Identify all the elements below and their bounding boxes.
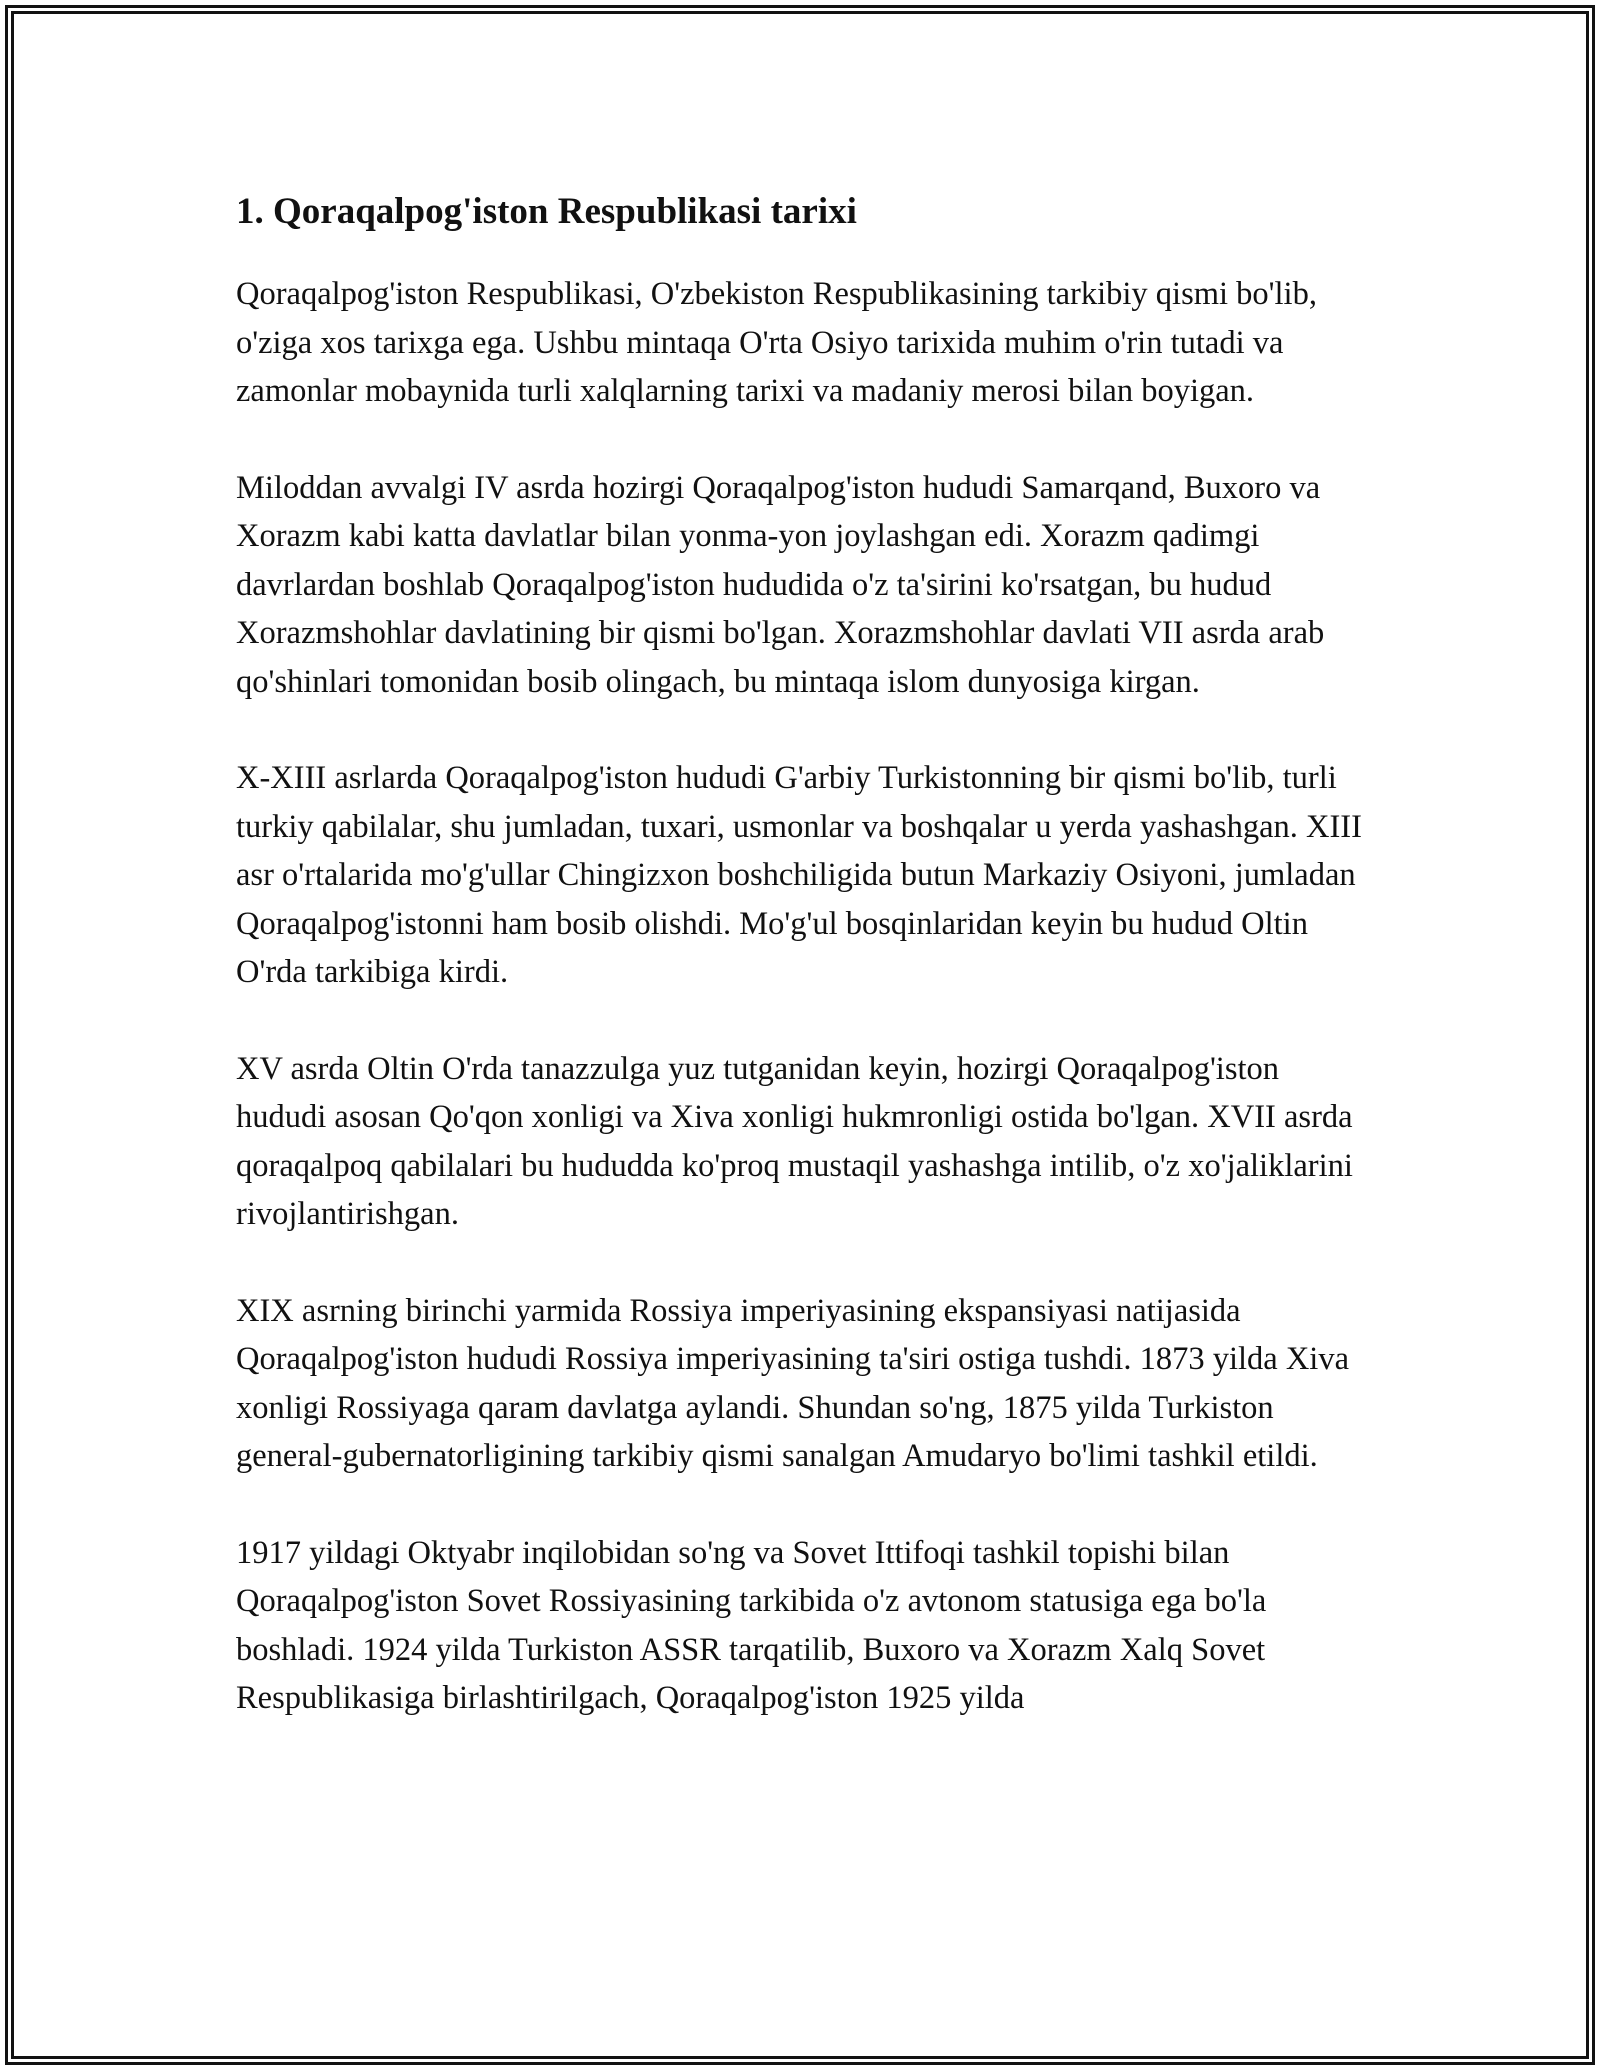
paragraph-introduction: Qoraqalpog'iston Respublikasi, O'zbekiston Respublikasining tarkibiy qismi bo'lib, o'ziga xos tarixga ega. Ushbu mintaqa O'rta Osiyo tarixida muhim o'rin tutadi va zamonlar mobaynida turli xalqlarning tarixi va madaniy merosi bilan boyigan. xyxy=(236,276,1317,409)
document-body xyxy=(236,188,1364,1771)
paragraph-russian-empire-period: XIX asrning birinchi yarmida Rossiya imperiyasining ekspansiyasi natijasida Qoraqalpog'iston hududi Rossiya imperiyasining ta'siri ostiga tushdi. 1873 yilda Xiva xonligi Rossiyaga qaram davlatga aylandi. Shundan so'ng, 1875 yilda Turkiston general-gubernatorligining tarkibiy qismi sanalgan Amudaryo bo'limi tashkil etildi. xyxy=(236,1292,1349,1474)
paragraph-khanates-period: XV asrda Oltin O'rda tanazzulga yuz tutganidan keyin, hozirgi Qoraqalpog'iston hududi asosan Qo'qon xonligi va Xiva xonligi hukmronligi ostida bo'lgan. XVII asrda qoraqalpoq qabilalari bu hududda ko'proq mustaqil yashashga intilib, o'z xo'jaliklarini rivojlantirishgan. xyxy=(236,1050,1353,1232)
paragraph-medieval-period: X-XIII asrlarda Qoraqalpog'iston hududi G'arbiy Turkistonning bir qismi bo'lib, turli turkiy qabilalar, shu jumladan, tuxari, usmonlar va boshqalar u yerda yashashgan. XIII asr o'rtalarida mo'g'ullar Chingizxon boshchiligida butun Markaziy Osiyoni, jumladan Qoraqalpog'istonni ham bosib olishdi. Mo'g'ul bosqinlaridan keyin bu hudud Oltin O'rda tarkibiga kirdi. xyxy=(236,760,1362,990)
paragraph-soviet-period: 1917 yildagi Oktyabr inqilobidan so'ng va Sovet Ittifoqi tashkil topishi bilan Qoraqalpog'iston Sovet Rossiyasining tarkibida o'z avtonom statusiga ega bo'la boshladi. 1924 yilda Turkiston ASSR tarqatilib, Buxoro va Xorazm Xalq Sovet Respublikasiga birlashtirilgach, Qoraqalpog'iston 1925 yilda xyxy=(236,1534,1267,1716)
section-heading: 1. Qoraqalpog'iston Respublikasi tarixi xyxy=(236,191,857,232)
paragraph-ancient-period: Miloddan avvalgi IV asrda hozirgi Qoraqalpog'iston hududi Samarqand, Buxoro va Xorazm kabi katta davlatlar bilan yonma-yon joylashgan edi. Xorazm qadimgi davrlardan boshlab Qoraqalpog'iston hududida o'z ta'sirini ko'rsatgan, bu hudud Xorazmshohlar davlatining bir qismi bo'lgan. Xorazmshohlar davlati VII asrda arab qo'shinlari tomonidan bosib olingach, bu mintaqa islom dunyosiga kirgan. xyxy=(236,469,1325,700)
